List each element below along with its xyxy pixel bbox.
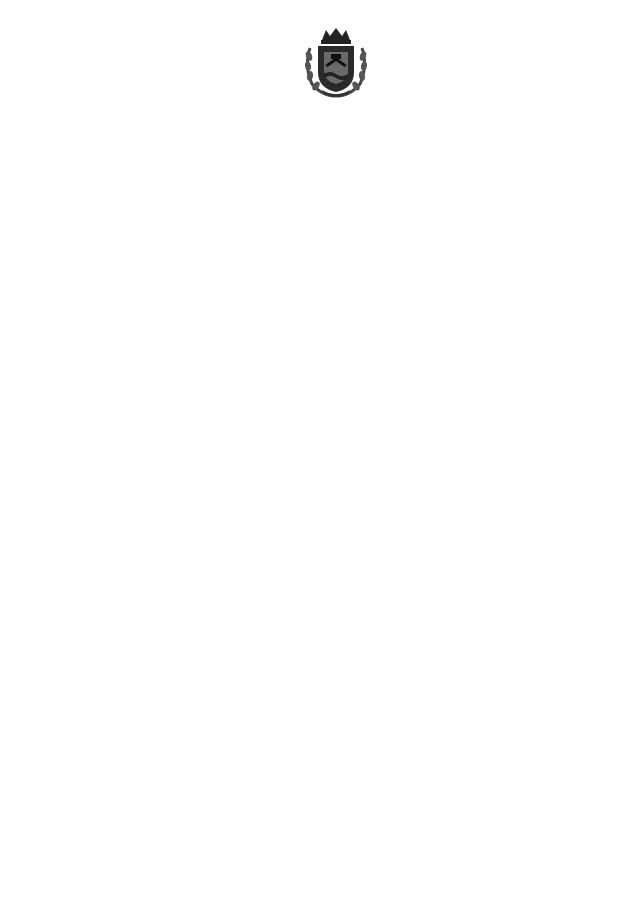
kuzbass-coat-of-arms-icon xyxy=(302,26,370,98)
